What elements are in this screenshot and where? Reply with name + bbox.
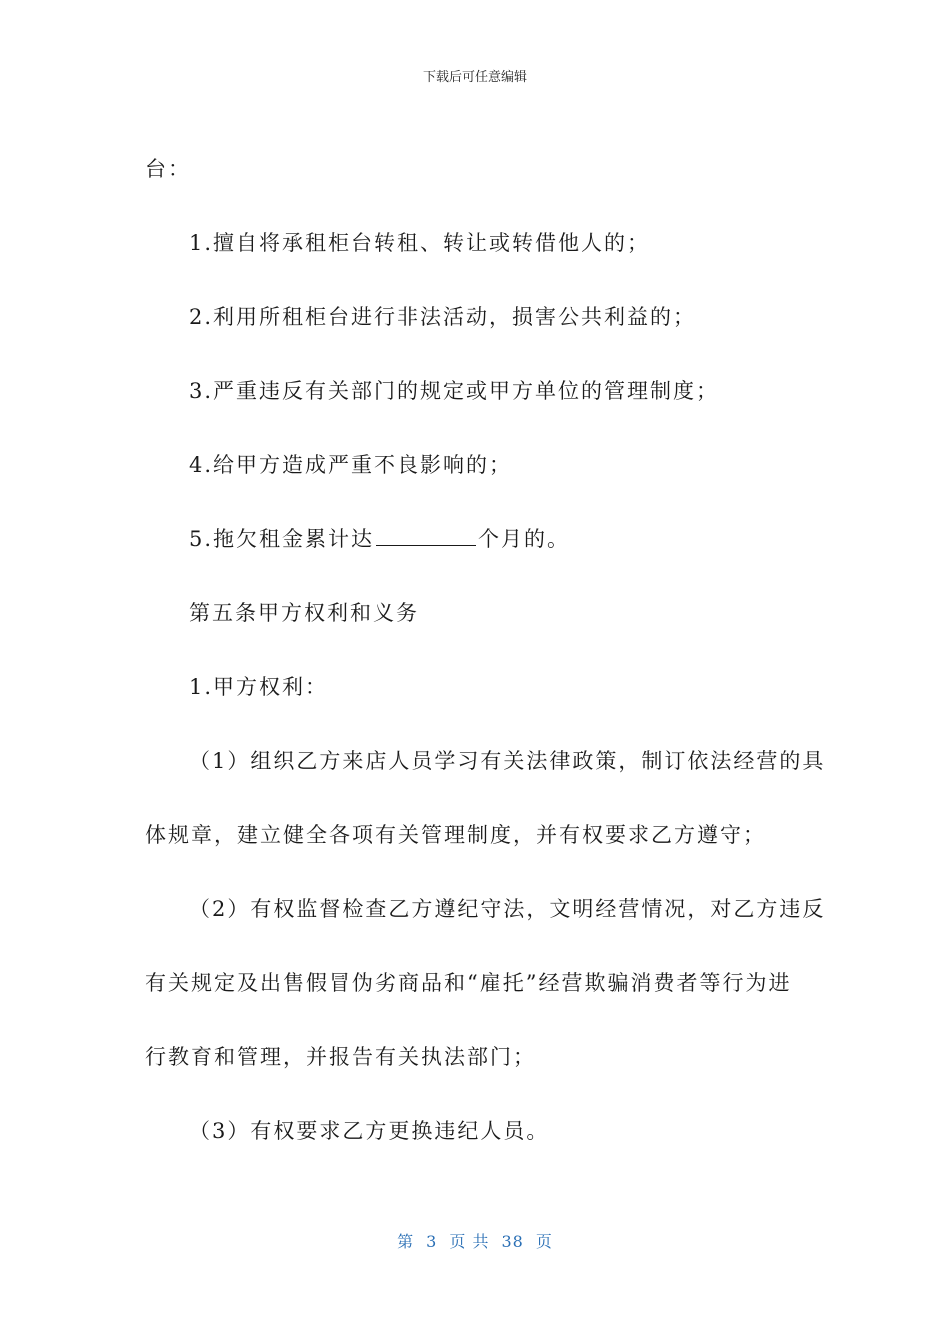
section-heading: 第五条甲方权利和义务: [189, 601, 419, 625]
subsection-heading: 1.甲方权利：: [189, 675, 329, 699]
list-item-2: 2.利用所租柜台进行非法活动，损害公共利益的；: [189, 305, 697, 329]
list-item-3: 3.严重违反有关部门的规定或甲方单位的管理制度；: [189, 379, 720, 403]
clause-2-line-2: 有关规定及出售假冒伪劣商品和“雇托”经营欺骗消费者等行为进: [145, 971, 792, 995]
clause-1-line-1: （1）组织乙方来店人员学习有关法律政策，制订依法经营的具: [189, 749, 826, 773]
list-item-1: 1.擅自将承租柜台转租、转让或转借他人的；: [189, 231, 651, 255]
list-item-4: 4.给甲方造成严重不良影响的；: [189, 453, 513, 477]
footer-page-number: 3: [426, 1232, 438, 1251]
footer-middle: 页 共: [449, 1232, 490, 1251]
footer-total-pages: 38: [501, 1232, 524, 1251]
footer-suffix: 页: [535, 1232, 553, 1251]
footer-prefix: 第: [397, 1232, 415, 1251]
list-item-5-before: 5.拖欠租金累计达: [189, 527, 375, 551]
list-item-5: [145, 502, 810, 576]
paragraph-continuation: 台：: [145, 157, 191, 181]
clause-2-line-1: （2）有权监督检查乙方遵纪守法，文明经营情况，对乙方违反: [189, 897, 826, 921]
clause-2-line-3: 行教育和管理，并报告有关执法部门；: [145, 1045, 536, 1069]
clause-1-line-2: 体规章，建立健全各项有关管理制度，并有权要求乙方遵守；: [145, 823, 766, 847]
page-footer: [0, 1229, 950, 1252]
clause-3: （3）有权要求乙方更换违纪人员。: [189, 1119, 550, 1143]
document-body: [145, 132, 826, 1168]
fill-in-blank: [376, 527, 476, 546]
list-item-5-after: 个月的。: [478, 527, 571, 551]
page-header: 下载后可任意编辑: [422, 70, 527, 85]
